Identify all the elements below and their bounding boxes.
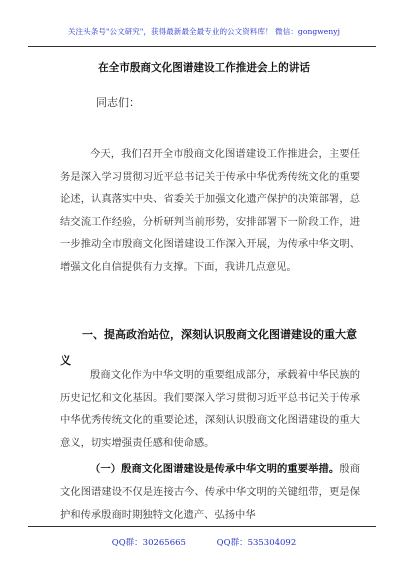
salutation: 同志们： [96, 96, 140, 109]
footer-qq-group-2: QQ群：535304092 [216, 538, 297, 548]
header-banner: 关注头条号"公文研究"，获得最新最全最专业的公文资料库！ 微信：gongwenyj [67, 27, 341, 36]
footer-divider [28, 526, 376, 527]
subsection-text: 殷商文化图谱建设不仅是连接古今、传承中华文明的关键纽带，更是保护和传承殷商时期独特文化遗产、弘扬中华 [60, 463, 361, 521]
section-paragraph: 殷商文化作为中华文明的重要组成部分，承载着中华民族的历史记忆和文化基因。我们要深入学习贯彻习近平总书记关于传承中华优秀传统文化的重要论述，深刻认识殷商文化图谱建设的重大意义，切实增强责任感和使命感。 [60, 369, 360, 449]
document-title: 在全市殷商文化图谱建设工作推进会上的讲话 [98, 62, 310, 74]
header-divider [28, 46, 376, 47]
intro-paragraph: 今天，我们召开全市殷商文化图谱建设工作推进会，主要任务是深入学习贯彻习近平总书记关于传承中华优秀传统文化的重要论述，认真落实中央、省委关于加强文化遗产保护的决策部署，总结交流工作经验，分析研判当前形势，安排部署下一阶段工作，进一步推动全市殷商文化图谱建设工作深入开展，为传承中华文明、增强文化自信提供有力支撑。下面，我讲几点意见。 [60, 148, 360, 273]
subsection-heading: （一）殷商文化图谱建设是传承中华文明的重要举措。 [90, 463, 340, 475]
footer [0, 536, 408, 548]
subsection-paragraph [60, 458, 360, 527]
footer-qq-group-1: QQ群：30265665 [111, 538, 186, 548]
section-heading: 一、提高政治站位，深刻认识殷商文化图谱建设的重大意义 [60, 328, 357, 367]
